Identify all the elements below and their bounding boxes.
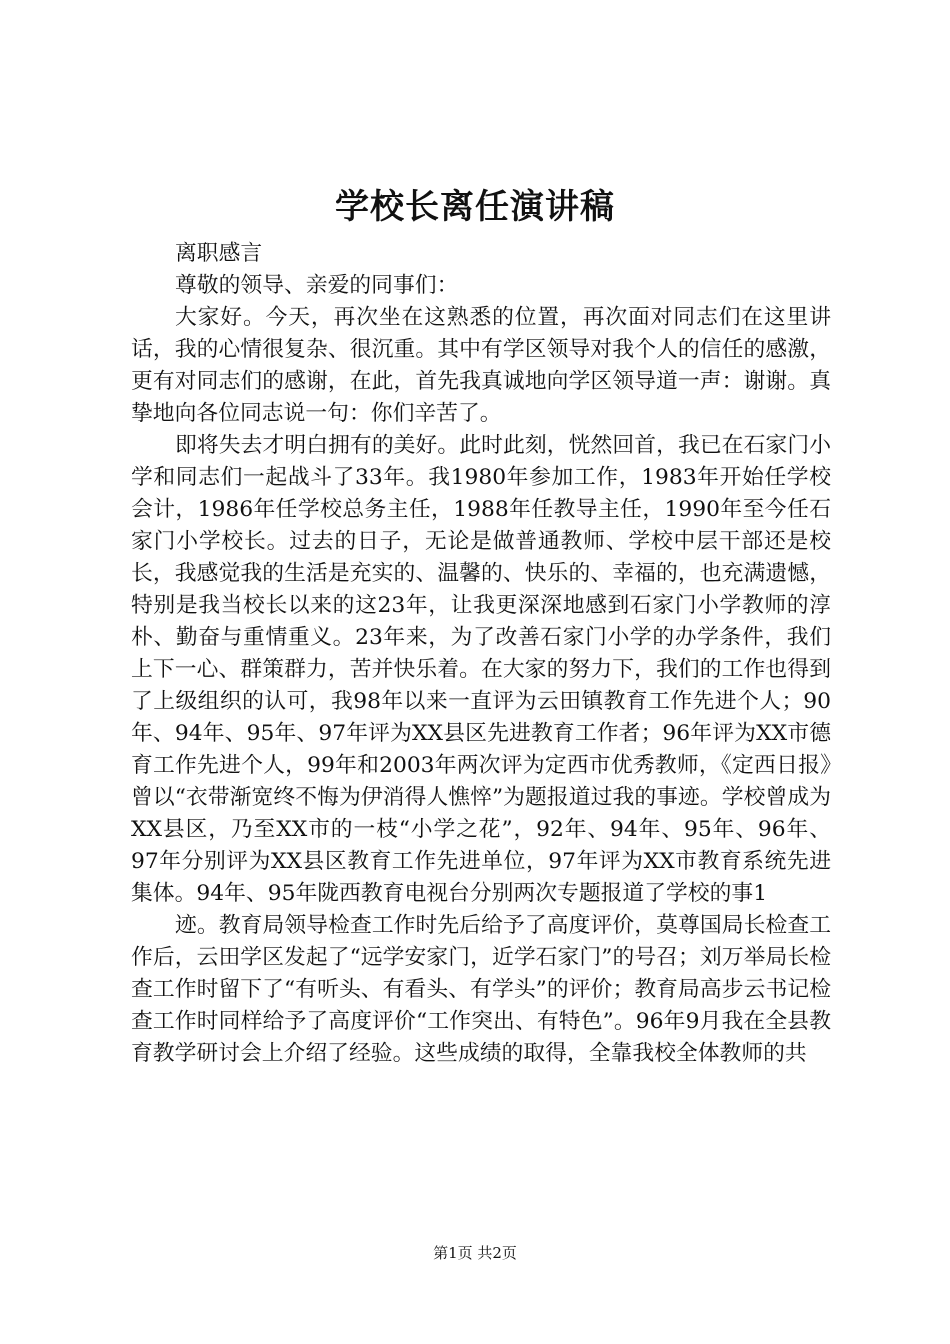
page-number-footer: 第1页 共2页 (433, 1244, 517, 1262)
document-body (131, 238, 831, 1070)
paragraph-heading: 离职感言 (175, 241, 263, 266)
paragraph-salutation: 尊敬的领导、亲爱的同事们： (175, 273, 459, 298)
paragraph-achievements: 迹。教育局领导检查工作时先后给予了高度评价，莫尊国局长检查工作后，云田学区发起了“远学安家门，近学石家门”的号召；刘万举局长检查工作时留下了“有听头、有看头、有学头”的评价；教育局高步云书记检查工作时同样给予了高度评价“工作突出、有特色”。96年9月我在全县教育教学研讨会上介绍了经验。这些成绩的取得，全靠我校全体教师的共 (131, 913, 831, 1066)
paragraph-career: 即将失去才明白拥有的美好。此时此刻，恍然回首，我已在石家门小学和同志们一起战斗了33年。我1980年参加工作，1983年开始任学校会计，1986年任学校总务主任，1988年任教导主任，1990年至今任石家门小学校长。过去的日子，无论是做普通教师、学校中层干部还是校长，我感觉我的生活是充实的、温馨的、快乐的、幸福的，也充满遗憾，特别是我当校长以来的这23年，让我更深深地感到石家门小学教师的淳朴、勤奋与重情重义。23年来，为了改善石家门小学的办学条件，我们上下一心、群策群力，苦并快乐着。在大家的努力下，我们的工作也得到了上级组织的认可，我98年以来一直评为云田镇教育工作先进个人；90年、94年、95年、97年评为XX县区先进教育工作者；96年评为XX市德育工作先进个人，99年和2003年两次评为定西市优秀教师，《定西日报》曾以“衣带渐宽终不悔为伊消得人憔悴”为题报道过我的事迹。学校曾成为XX县区，乃至XX市的一枝“小学之花”，92年、94年、95年、96年、97年分别评为XX县区教育工作先进单位，97年评为XX市教育系统先进集体。94年、95年陇西教育电视台分别两次专题报道了学校的事1 (131, 433, 831, 906)
paragraph-greeting: 大家好。今天，再次坐在这熟悉的位置，再次面对同志们在这里讲话，我的心情很复杂、很沉重。其中有学区领导对我个人的信任的感激，更有对同志们的感谢，在此，首先我真诚地向学区领导道一声：谢谢。真挚地向各位同志说一句：你们辛苦了。 (131, 305, 831, 426)
document-title: 学校长离任演讲稿 (335, 187, 615, 227)
